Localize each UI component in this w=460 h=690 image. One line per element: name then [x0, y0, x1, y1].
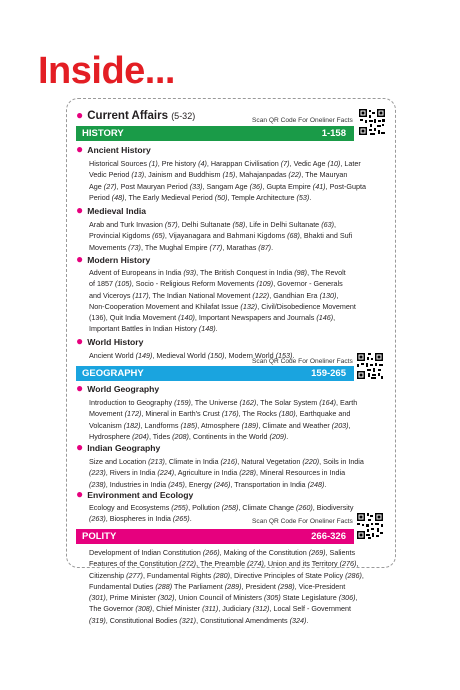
text-line: Ancient World (149), Medieval World (150), Modern World (153).: [89, 351, 295, 360]
text-line: Citizenship (277), Fundamental Rights (280), Directive Principles of State Policy (286),: [89, 570, 364, 580]
current-affairs-label: Current Affairs: [87, 110, 168, 122]
text-line: (238), Industries in India (245), Energy (246), Transportation in India (248).: [89, 479, 327, 489]
text-line: Size and Location (213), Climate in India (216), Natural Vegetation (220), Soils in India: [89, 457, 364, 466]
text-line: (319), Constitutional Bodies (321), Constitutional Amendments (324).: [89, 615, 309, 625]
polity-label: POLITY: [82, 531, 117, 542]
text-line: Period (48), The Early Medieval Period (50), Temple Architecture (53).: [89, 192, 312, 202]
text-line: (301), Prime Minister (302), Union Council of Ministers (305) State Legislature (306),: [89, 593, 358, 603]
geography-section-bar: [76, 366, 354, 381]
scan-label-history: Scan QR Code For Oneliner Facts: [252, 117, 353, 124]
text-line: Movements (73), The Mughal Empire (77), Marathas (87).: [89, 242, 274, 252]
text-line: Volcanism (182), Landforms (185), Atmosphere (189), Climate and Weather (203),: [89, 420, 351, 430]
indian-geography-heading: ● Indian Geography: [76, 440, 161, 454]
bullet-icon: ●: [76, 108, 84, 122]
bullet-icon: ●: [76, 440, 84, 454]
text-line: Arab and Turk Invasion (57), Delhi Sultanate (58), Life in Delhi Sultanate (63),: [89, 220, 336, 229]
text-line: Vedic Period (13), Jainism and Buddhism (15), Mahajanpadas (22), The Mauryan: [89, 170, 348, 180]
text-line: Features of the Constitution (272), The Preamble (274), Union and its Territory (276),: [89, 559, 359, 569]
current-affairs-pages: (5-32): [171, 111, 196, 121]
history-pages: 1-158: [321, 128, 346, 139]
medieval-india-text: [89, 219, 389, 253]
text-line: Advent of Europeans in India (93), The British Conquest in India (98), The Revolt: [89, 268, 346, 277]
bullet-icon: ●: [76, 381, 84, 395]
world-geography-heading: ● World Geography: [76, 381, 160, 395]
bullet-icon: ●: [76, 487, 84, 501]
text-line: Hydrosphere (204), Tides (208), Continents in the World (209).: [89, 431, 289, 441]
text-line: Development of Indian Constitution (266), Making of the Constitution (269), Salients: [89, 548, 356, 557]
bullet-icon: ●: [76, 252, 84, 266]
text-line: of 1857 (105), Socio - Religious Reform Movements (109), Governor - Generals: [89, 279, 343, 289]
current-affairs-entry: [76, 108, 195, 123]
text-line: Age (27), Post Mauryan Period (33), Sangam Age (36), Gupta Empire (41), Post-Gupta: [89, 181, 366, 191]
geography-label: GEOGRAPHY: [82, 368, 144, 379]
page-title: Inside...: [38, 50, 175, 92]
text-line: (136), Quit India Movement (140), Important Newspapers and Journals (146),: [89, 313, 336, 323]
text-line: Non-Cooperation Movement and Khilafat Issue (132), Civil/Disobedience Movement: [89, 301, 356, 311]
modern-history-heading: ● Modern History: [76, 252, 151, 266]
polity-text: [89, 547, 389, 626]
geography-pages: 159-265: [311, 368, 346, 379]
environment-ecology-heading: ● Environment and Ecology: [76, 487, 194, 501]
ancient-history-text: [89, 158, 389, 203]
text-line: Fundamental Duties (288) The Parliament (289), President (298), Vice-President: [89, 581, 346, 591]
polity-section-bar: [76, 529, 354, 544]
bullet-icon: ●: [76, 142, 84, 156]
text-line: Provincial Kigdoms (65), Vijayanagara and Bahmani Kigdoms (68), Bhakti and Sufi: [89, 231, 353, 241]
ancient-history-heading: ● Ancient History: [76, 142, 151, 156]
bullet-icon: ●: [76, 203, 84, 217]
qr-code-history-icon: [358, 108, 386, 136]
indian-geography-text: [89, 456, 389, 490]
text-line: Introduction to Geography (159), The Universe (162), The Solar System (164), Earth: [89, 398, 358, 407]
medieval-india-heading: ● Medieval India: [76, 203, 146, 217]
history-label: HISTORY: [82, 128, 124, 139]
modern-history-text: [89, 267, 389, 335]
bullet-icon: ●: [76, 334, 84, 348]
world-history-heading: ● World History: [76, 334, 144, 348]
text-line: The Governor (308), Chief Minister (311), Judiciary (312), Local Self - Government: [89, 604, 351, 614]
polity-pages: 266-326: [311, 531, 346, 542]
text-line: (223), Rivers in India (224), Agriculture in India (228), Mineral Resources in India: [89, 468, 346, 478]
qr-code-geography-icon: [356, 352, 384, 380]
qr-code-polity-icon: [356, 512, 384, 540]
history-section-bar: [76, 126, 354, 141]
world-geography-text: [89, 397, 389, 442]
text-line: Important Battles in Indian History (148).: [89, 324, 218, 334]
text-line: and Viceroys (117), The Indian National Movement (122), Gandhian Era (130),: [89, 290, 339, 300]
scan-label-geography: Scan QR Code For Oneliner Facts: [252, 358, 353, 365]
text-line: (263), Biospheres in India (265).: [89, 514, 192, 524]
text-line: Ecology and Ecosystems (255), Pollution (258), Climate Change (260), Biodiversity: [89, 503, 354, 512]
scan-label-polity: Scan QR Code For Oneliner Facts: [252, 518, 353, 525]
text-line: Historical Sources (1), Pre history (4), Harappan Civilisation (7), Vedic Age (10), Later: [89, 159, 361, 168]
text-line: Movement (172), Mineral in Earth's Crust (176), The Rocks (180), Earthquake and: [89, 409, 351, 419]
